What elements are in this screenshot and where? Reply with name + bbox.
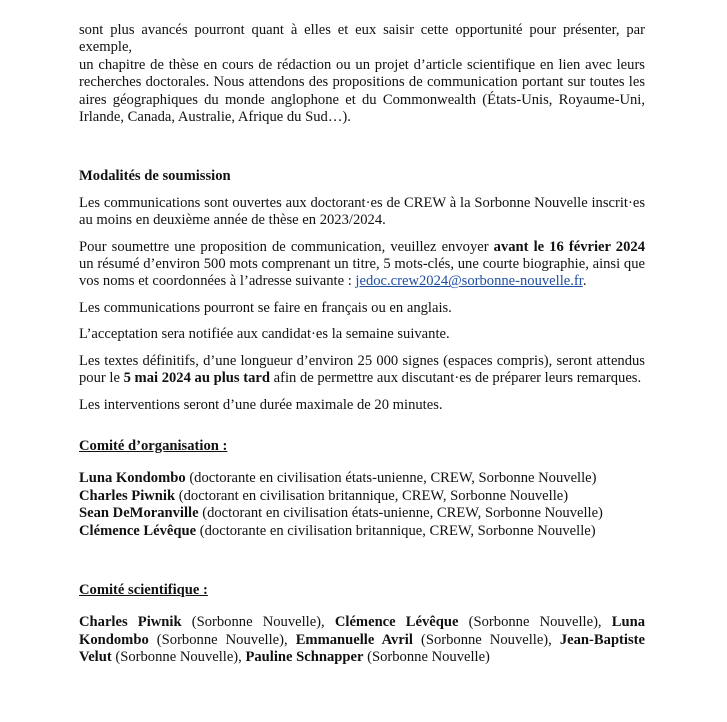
member-name: Clémence Lévêque <box>334 614 459 631</box>
member-name: Luna Kondombo <box>79 614 646 648</box>
intro-line: un chapitre de thèse en cours de rédaction ou un projet d’article scientifique en lien avec leurs <box>79 56 645 73</box>
member-detail: (doctorante en civilisation britannique, CREW, Sorbonne Nouvelle) <box>196 522 596 539</box>
member-affiliation: (Sorbonne Nouvelle), <box>412 631 560 648</box>
member-affiliation: (Sorbonne Nouvelle) <box>363 649 490 666</box>
deadline-text: avant le 16 février 2024 <box>493 238 645 255</box>
committee-member <box>79 505 645 522</box>
member-name: Pauline Schnapper <box>245 649 364 666</box>
member-affiliation: (Sorbonne Nouvelle), <box>111 649 246 666</box>
eligibility-paragraph: Les communications sont ouvertes aux doctorant·es de CREW à la Sorbonne Nouvelle inscrit·es au moins en deuxième année de thèse en 2023/2024. <box>79 194 645 229</box>
intro-line: sont plus avancés pourront quant à elles et eux saisir cette opportunité pour présenter, par exemple, <box>79 22 645 56</box>
intro-line: recherches doctorales. Nous attendons des propositions de communication portant sur toutes les <box>79 74 645 91</box>
member-affiliation: (Sorbonne Nouvelle), <box>181 614 335 631</box>
instructions-text: un résumé d’environ 500 mots comprenant un titre, 5 mots-clés, une courte biographie, ainsi que vos noms et coordonnées à l’adresse suivante : <box>79 256 645 290</box>
acceptance-paragraph: L’acceptation sera notifiée aux candidat·es la semaine suivante. <box>79 326 450 343</box>
member-name: Sean DeMoranville <box>79 505 199 522</box>
member-detail: (doctorante en civilisation états-unienne, CREW, Sorbonne Nouvelle) <box>185 470 597 487</box>
instructions-text: . <box>582 273 587 290</box>
member-name: Charles Piwnik <box>79 614 182 631</box>
language-paragraph: Les communications pourront se faire en français ou en anglais. <box>79 299 452 316</box>
final-texts-text: Les textes définitifs, d’une longueur d’environ 25 000 signes (espaces compris), seront attendus pour le <box>79 352 645 387</box>
member-name: Clémence Lévêque <box>79 522 197 539</box>
final-deadline-text: 5 mai 2024 au plus tard <box>123 370 270 387</box>
committee-member <box>79 470 645 487</box>
instructions-text: Pour soumettre une proposition de communication, veuillez envoyer <box>79 238 494 255</box>
organizing-committee-heading: Comité d’organisation : <box>79 437 228 454</box>
organizing-committee-list <box>79 470 645 540</box>
member-name: Charles Piwnik <box>79 487 176 504</box>
intro-paragraph <box>79 22 645 126</box>
member-detail: (doctorant en civilisation états-unienne, CREW, Sorbonne Nouvelle) <box>198 505 603 522</box>
intro-line: Irlande, Canada, Australie, Afrique du Sud…). <box>79 109 351 126</box>
contact-email-link[interactable]: jedoc.crew2024@sorbonne-nouvelle.fr <box>355 273 583 290</box>
submission-heading: Modalités de soumission <box>79 168 231 185</box>
scientific-committee-heading: Comité scientifique : <box>79 581 208 598</box>
submission-instructions-paragraph <box>79 239 645 291</box>
member-name: Luna Kondombo <box>79 470 186 487</box>
scientific-committee-list <box>79 614 645 666</box>
member-detail: (doctorant en civilisation britannique, CREW, Sorbonne Nouvelle) <box>175 487 569 504</box>
committee-member <box>79 523 645 540</box>
member-name: Jean-Baptiste Velut <box>79 631 645 666</box>
final-texts-text: afin de permettre aux discutant·es de préparer leurs remarques. <box>269 370 642 387</box>
intro-line: aires géographiques du monde anglophone et du Commonwealth (États-Unis, Royaume-Uni, <box>79 91 645 108</box>
document-page <box>79 22 645 667</box>
final-texts-paragraph <box>79 353 645 388</box>
member-name: Emmanuelle Avril <box>295 631 413 648</box>
committee-member <box>79 488 645 505</box>
member-affiliation: (Sorbonne Nouvelle), <box>148 631 296 648</box>
member-affiliation: (Sorbonne Nouvelle), <box>458 614 612 631</box>
duration-paragraph: Les interventions seront d’une durée maximale de 20 minutes. <box>79 396 443 413</box>
